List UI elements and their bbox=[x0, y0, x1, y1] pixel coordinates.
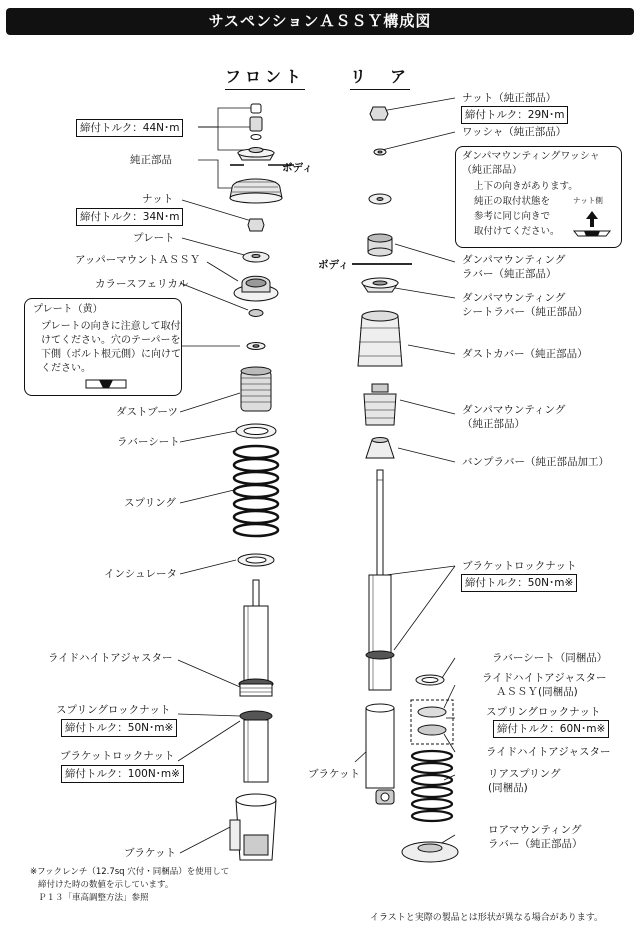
section-front-heading: フロント bbox=[225, 64, 305, 87]
front-plate-note-line-4: ください。 bbox=[41, 363, 91, 374]
rear-body-label: ボディ bbox=[318, 259, 349, 271]
front-upper-mount-label: アッパーマウントＡＳＳＹ bbox=[75, 254, 201, 266]
rear-dust-cover-label: ダストカバー（純正部品） bbox=[462, 348, 588, 360]
rear-ride-height-assy-label-1: ライドハイトアジャスター bbox=[482, 672, 607, 684]
front-body-label: ボディ bbox=[282, 162, 313, 174]
front-dust-boot bbox=[241, 371, 271, 411]
front-insulator-label: インシュレータ bbox=[104, 568, 178, 580]
rear-damper-washer-note bbox=[455, 146, 622, 248]
front-torque-44-box: 締付トルク：44N･m bbox=[76, 119, 183, 137]
rear-dust-cover bbox=[358, 316, 402, 366]
rear-damper-mounting bbox=[372, 384, 388, 392]
front-torque-100-box: 締付トルク：100N･m※ bbox=[61, 765, 184, 783]
rear-shock-body bbox=[369, 575, 391, 690]
front-spring-lock-nut-label: スプリングロックナット bbox=[56, 704, 171, 716]
rear-lower-mount-label-2: ラバー（純正部品） bbox=[488, 838, 583, 850]
rear-torque-29-box: 締付トルク：29N･m bbox=[461, 106, 568, 124]
front-nut bbox=[248, 219, 264, 231]
footnote-line-1: ※フックレンチ（12.7sq 穴付・同梱品）を使用して bbox=[30, 867, 230, 877]
rear-bracket-label: ブラケット bbox=[308, 768, 360, 780]
rear-note-line-1: 上下の向きがあります。 bbox=[474, 181, 578, 192]
rear-piston-rod bbox=[377, 470, 383, 575]
rear-note-line-4: 取付けてください。 bbox=[474, 226, 560, 237]
front-strut-parts bbox=[230, 104, 282, 860]
rear-spring-label-1: リアスプリング bbox=[488, 768, 561, 780]
front-plate-label: プレート bbox=[133, 232, 175, 244]
front-collar-spherical-label: カラースフェリカル bbox=[95, 278, 189, 290]
front-dust-boot-label: ダストブーツ bbox=[116, 406, 178, 418]
page-title: サスペンションＡＳＳＹ構成図 bbox=[6, 8, 634, 35]
up-arrow-icon bbox=[570, 209, 614, 239]
footnote-line-2: 締付けた時の数値を示しています。 bbox=[38, 880, 174, 890]
front-torque-50-box: 締付トルク：50N･m※ bbox=[61, 719, 177, 737]
rear-shock-parts bbox=[358, 107, 458, 862]
rear-damper-mount-rubber-label-2: ラバー（純正部品） bbox=[462, 268, 557, 280]
front-spring-label: スプリング bbox=[124, 497, 176, 509]
yellow-plate-orientation-icon bbox=[85, 379, 127, 389]
front-spring bbox=[234, 446, 278, 536]
rear-rubber-seat-label: ラバーシート（同梱品） bbox=[492, 652, 608, 664]
front-shock-body bbox=[244, 606, 268, 681]
front-top-nut bbox=[251, 104, 261, 113]
disclaimer-text: イラストと実際の製品とは形状が異なる場合があります。 bbox=[370, 913, 604, 923]
front-genuine-parts-label: 純正部品 bbox=[130, 154, 172, 166]
section-rear-heading: リ ア bbox=[350, 64, 410, 87]
rear-ride-height-assy-label-2: ＡＳＳＹ(同梱品) bbox=[496, 686, 578, 698]
front-torque-34-box: 締付トルク：34N･m bbox=[76, 208, 183, 226]
front-rubber-seat-label: ラバーシート bbox=[117, 436, 180, 448]
rear-lower-mount-label-1: ロアマウンティング bbox=[488, 824, 582, 836]
rear-note-title-2: （純正部品） bbox=[462, 165, 522, 176]
front-top-washer bbox=[251, 135, 261, 140]
rear-damper-mounting-label-2: （純正部品） bbox=[462, 418, 525, 430]
rear-bracket-lock-nut bbox=[366, 651, 394, 659]
front-collar-spherical bbox=[249, 310, 263, 317]
rear-spring-lock-nut-label: スプリングロックナット bbox=[486, 706, 601, 718]
rear-spring bbox=[412, 751, 452, 821]
rear-note-line-2: 純正の取付状態を bbox=[474, 196, 551, 207]
rear-bump-rubber-label: バンプラバー（純正部品加工） bbox=[462, 456, 609, 468]
rear-torque-60-box: 締付トルク：60N･m※ bbox=[493, 720, 609, 738]
front-plate-note bbox=[24, 298, 182, 396]
front-bracket-label: ブラケット bbox=[124, 847, 176, 859]
rear-damper-mounting-label-1: ダンパマウンティング bbox=[462, 404, 566, 416]
rear-spring-lock-nut-part bbox=[418, 707, 446, 717]
front-nut-label: ナット bbox=[142, 193, 174, 205]
front-bracket-lock-nut-label: ブラケットロックナット bbox=[60, 750, 175, 762]
front-plate-note-line-3: 下側（ボルト根元側）に向けて bbox=[41, 349, 181, 360]
rear-note-title-1: ダンパマウンティングワッシャ bbox=[462, 151, 600, 162]
rear-nut-label: ナット（純正部品） bbox=[462, 92, 557, 104]
front-plate-note-line-2: けてください。穴のテーパーを bbox=[41, 335, 181, 346]
front-plate-note-line-1: プレートの向きに注意して取付 bbox=[41, 321, 181, 332]
footnote-line-3: Ｐ１３「車高調整方法」参照 bbox=[38, 893, 149, 903]
front-ride-height-adjuster-label: ライドハイトアジャスター bbox=[48, 652, 173, 664]
rear-seat-rubber-label-1: ダンパマウンティング bbox=[462, 292, 566, 304]
rear-bracket bbox=[366, 708, 394, 788]
rear-nut bbox=[370, 107, 388, 120]
rear-note-line-3: 参考に同じ向きで bbox=[474, 211, 551, 222]
rear-ride-height-adjuster-part bbox=[418, 725, 446, 735]
rear-ride-height-adjuster-label: ライドハイトアジャスター bbox=[486, 746, 611, 758]
front-top-collar bbox=[250, 117, 262, 131]
rear-torque-50-box: 締付トルク：50N･m※ bbox=[461, 574, 577, 592]
front-piston-rod bbox=[253, 580, 259, 608]
rear-washer-label: ワッシャ（純正部品） bbox=[462, 126, 567, 138]
rear-spring-label-2: (同梱品) bbox=[488, 782, 528, 794]
front-plate-note-title: プレート（黄） bbox=[33, 304, 103, 315]
nut-side-label: ナット側 bbox=[573, 196, 603, 205]
leader-lines bbox=[178, 98, 455, 853]
rear-damper-mount-rubber-label-1: ダンパマウンティング bbox=[462, 254, 566, 266]
rear-bracket-lock-nut-label: ブラケットロックナット bbox=[462, 560, 577, 572]
rear-seat-rubber-label-2: シートラバー（純正部品） bbox=[462, 306, 588, 318]
